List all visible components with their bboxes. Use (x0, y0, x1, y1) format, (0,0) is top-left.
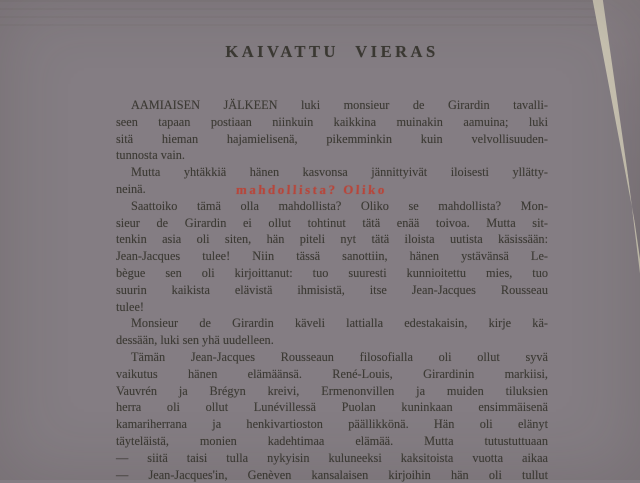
text-line: kamariherrana ja henkivartioston päällikkönä. Hän oli elänyt (116, 417, 548, 432)
text-line: tunnosta vain. (116, 148, 185, 163)
text-line: bègue sen oli kirjoittanut: tuo suuresti kunnioitettu mies, tuo (116, 265, 548, 280)
text-line: sitä hieman hajamielisenä, pikemminkin kuin velvollisuuden- (116, 131, 548, 146)
text-line: suurin kaikista elävistä ihmisistä, itse Jean-Jacques Rousseau (116, 282, 548, 297)
text-line: AAMIAISEN JÄLKEEN luki monsieur de Girardin tavalli- (131, 98, 548, 112)
text-line: Jean-Jacques tulee! Niin tässä sanottiin, hänen ystävänsä Le- (116, 249, 548, 264)
text-line: — siitä taisi tulla nykyisin kuluneeksi kaksitoista vuotta aikaa (116, 450, 548, 465)
red-overprint-stamp: mahdollista? Oliko (235, 182, 388, 197)
text-line: täyteläistä, monien kadehtimaa elämää. Mutta tutustuttuaan (116, 433, 548, 448)
text-line: Tämän Jean-Jacques Rousseaun filosofialla oli ollut syvä (131, 349, 548, 364)
body-text-column (116, 97, 548, 483)
text-line: dessään, luki sen yhä uudelleen. (116, 333, 274, 348)
text-line: herra oli ollut Lunévillessä Puolan kuninkaan ensimmäisenä (116, 400, 548, 415)
text-line: neinä. (116, 181, 146, 196)
text-line: — Jean-Jacques'in, Genèven kansalaisen kirjoihin hän oli tullut (116, 467, 548, 482)
text-line: vaikutus hänen elämäänsä. René-Louis, Girardinin markiisi, (116, 366, 548, 381)
text-line: Vauvrén ja Brégyn kreivi, Ermenonvillen ja muiden tiluksien (116, 383, 548, 398)
text-line: Monsieur de Girardin käveli lattialla edestakaisin, kirje kä- (131, 316, 548, 331)
text-line: Saattoiko tämä olla mahdollista? Oliko se mahdollista? Mon- (131, 198, 548, 213)
top-page-edges-shadow (0, 0, 640, 30)
text-line: tenkin asia oli siten, hän piteli nyt tätä iloista uutista käsissään: (116, 232, 548, 247)
text-line: tulee! (116, 299, 144, 314)
text-line: seen tapaan postiaan niinkuin kaikkina muinakin aamuina; luki (116, 114, 548, 129)
text-line: Mutta yhtäkkiä hänen kasvonsa jännittyivät iloisesti yllätty- (131, 165, 548, 180)
chapter-title: KAIVATTU VIERAS (225, 42, 439, 61)
text-line: sieur de Girardin ei ollut tohtinut tätä enää toivoa. Mutta sit- (116, 215, 548, 230)
